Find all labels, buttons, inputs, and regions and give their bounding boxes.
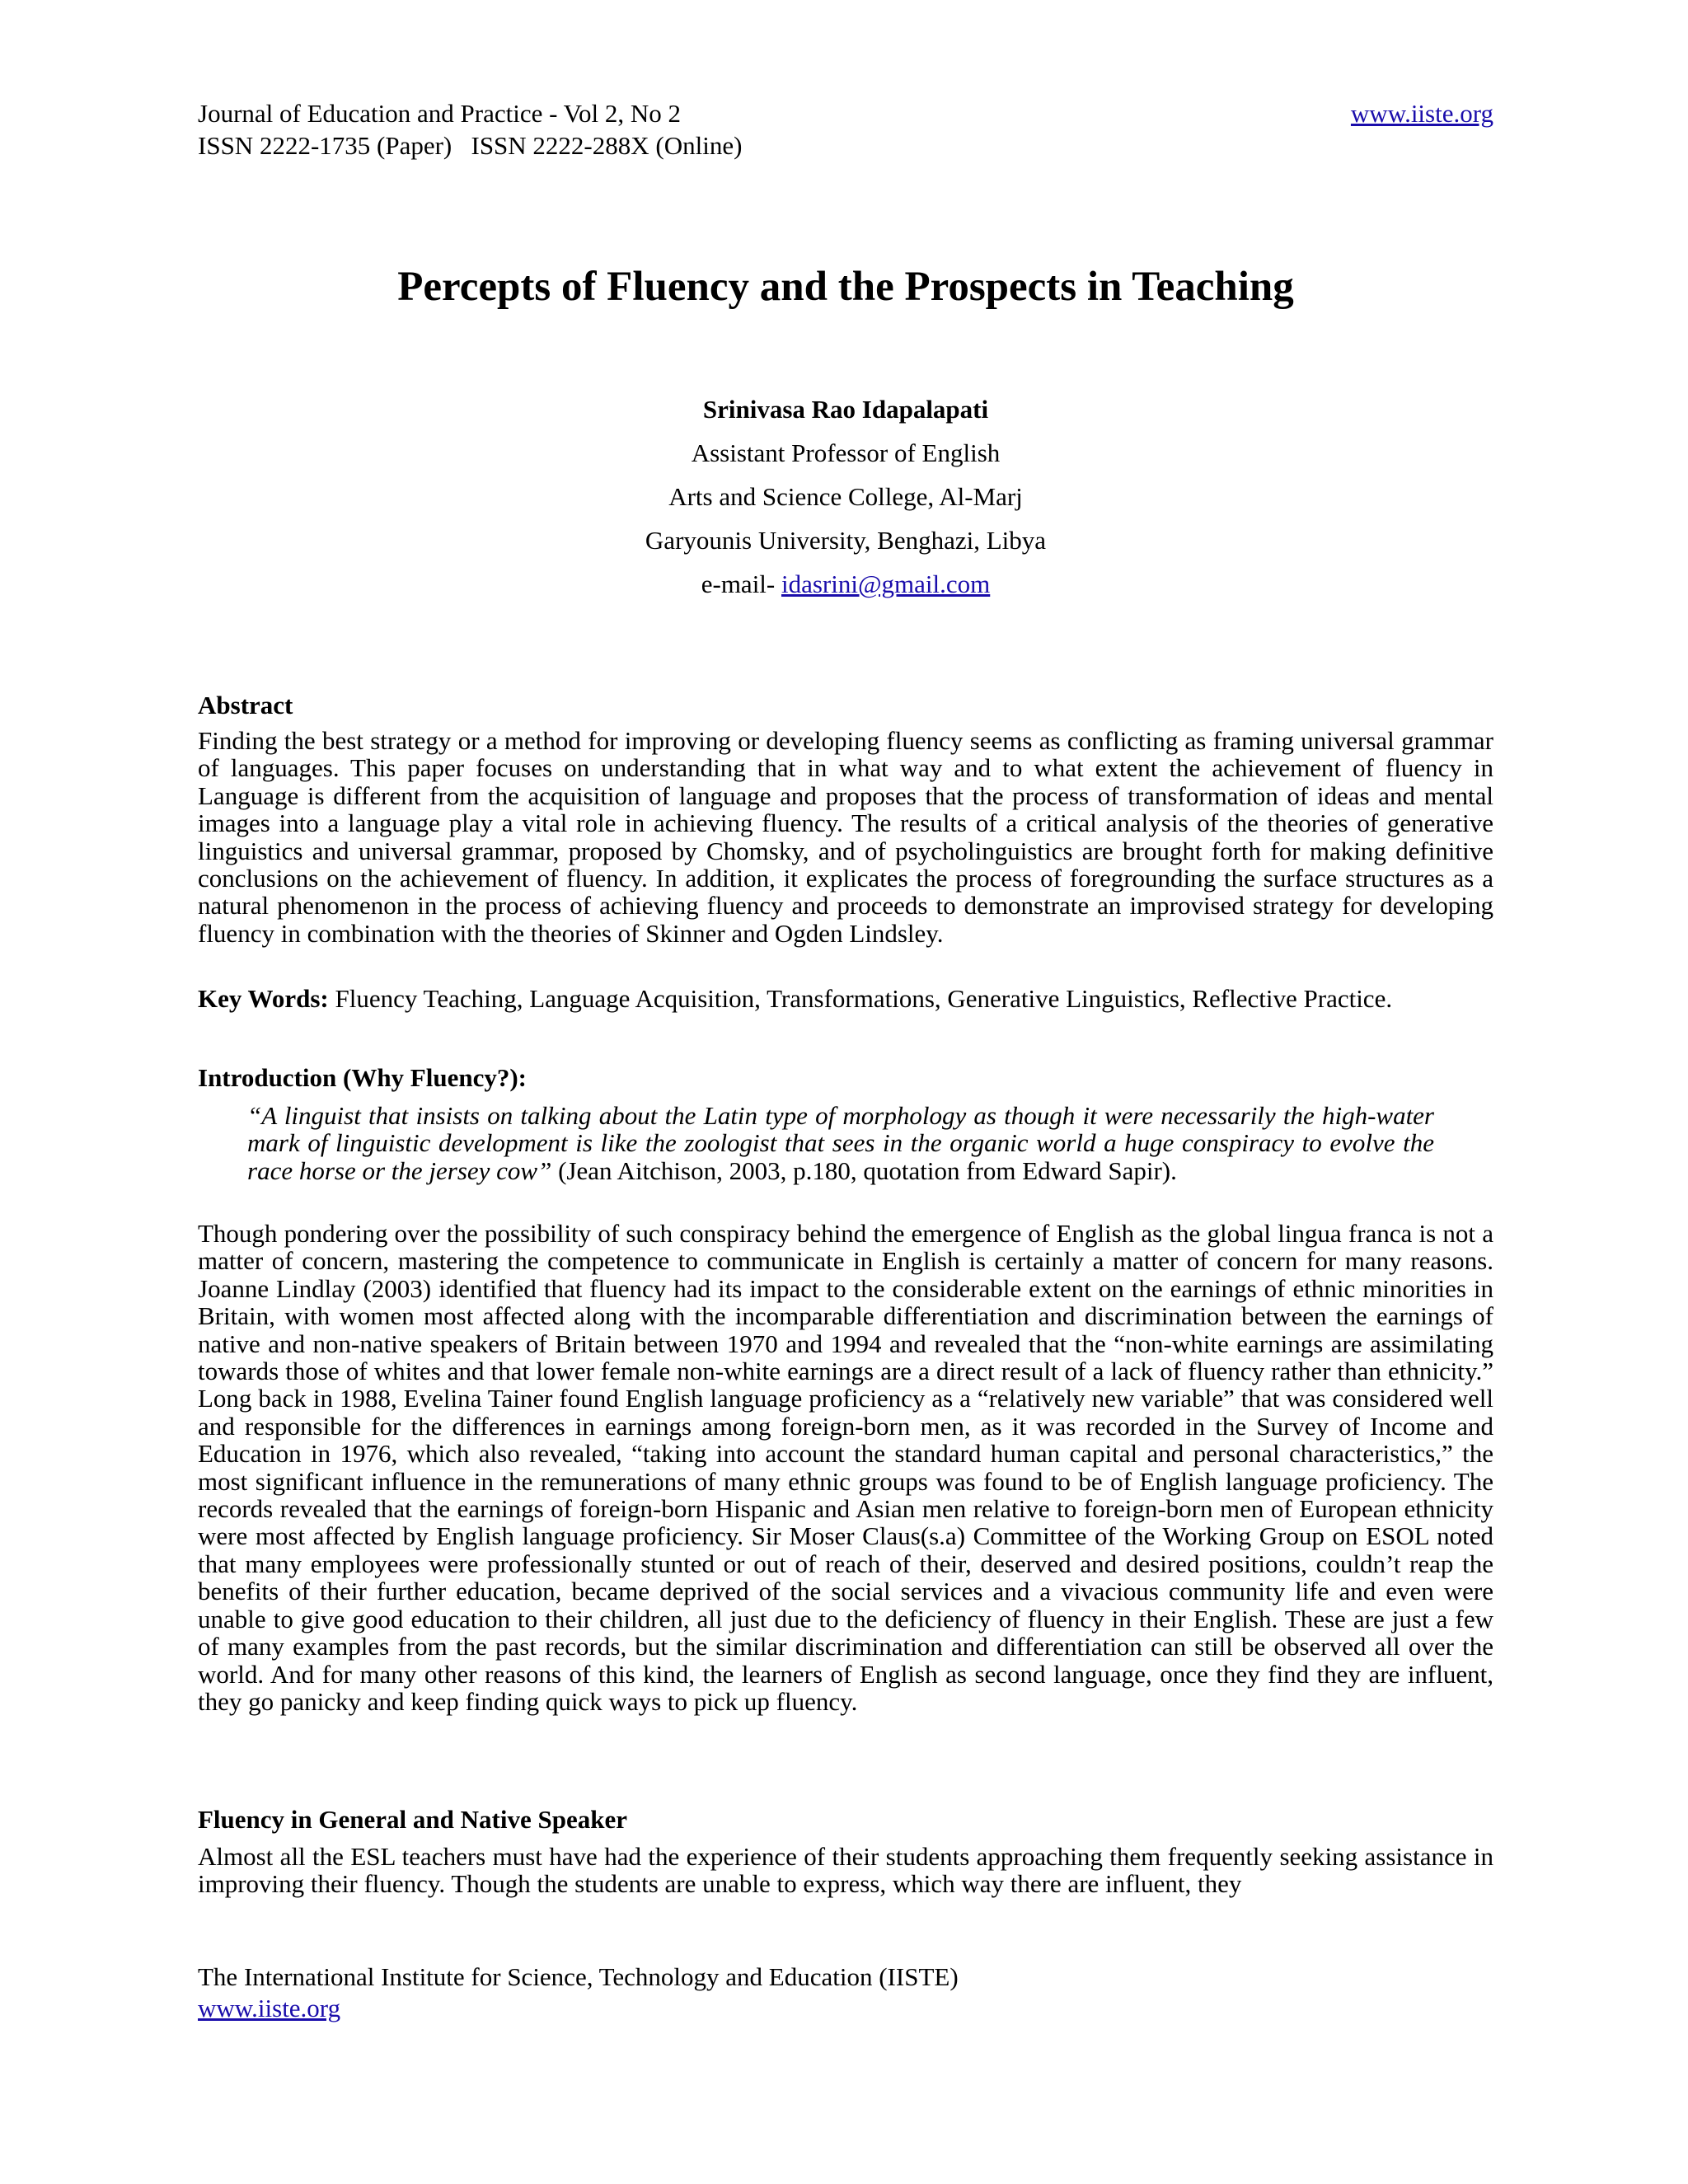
author-name: Srinivasa Rao Idapalapati <box>702 395 989 424</box>
fluency-section-text: Almost all the ESL teachers must have had the experience of their students approaching them frequently seeking assistance in improving their fluency. Though the students are unable to express, which way there are influent, they <box>198 1842 1493 1899</box>
abstract-text: Finding the best strategy or a method for improving or developing fluency seems as conflicting as framing universal grammar of languages. This paper focuses on understanding that in what way and to what extent the achievement of fluency in Language is different from the acquisition of language and proposes that the process of transformation of ideas and mental images into a language play a vital role in achieving fluency. The results of a critical analysis of the theories of generative linguistics and universal grammar, proposed by Chomsky, and of psycholinguistics are brought forth for making definitive conclusions on the achievement of fluency. In addition, it explicates the process of foregrounding the surface structures as a natural phenomenon in the process of achieving fluency and proceeds to demonstrate an improvised strategy for developing fluency in combination with the theories of Skinner and Ogden Lindsley. <box>198 726 1493 948</box>
introduction-text: Though pondering over the possibility of such conspiracy behind the emergence of English as the global lingua franca is not a matter of concern, mastering the competence to communicate in English is certainly a matter of concern for many reasons. Joanne Lindlay (2003) identified that fluency had its impact to the considerable extent on the earnings of ethnic minorities in Britain, with women most affected along with the incomparable differentiation and discrimination between the earnings of native and non-native speakers of Britain between 1970 and 1994 and revealed that the “non-white earnings are assimilating towards those of whites and that lower female non-white earnings are a direct result of a lack of fluency rather than ethnicity.” Long back in 1988, Evelina Tainer found English language proficiency as a “relatively new variable” that was considered well and responsible for the differences in earnings among foreign-born men, as it was recorded in the Survey of Income and Education in 1976, which also revealed, “taking into account the standard human capital and personal characteristics,” the most significant influence in the remunerations of many ethnic groups was found to be of English language proficiency. The records revealed that the earnings of foreign-born Hispanic and Asian men relative to foreign-born men of European ethnicity were most affected by English language proficiency. Sir Moser Claus(s.a) Committee of the Working Group on ESOL noted that many employees were professionally stunted or out of reach of their, deserved and desired positions, couldn’t reap the benefits of their further education, became deprived of the social services and a vivacious community life and even were unable to give good education to their children, all just due to the deficiency of fluency in their English. These are just a few of many examples from the past records, but the similar discrimination and differentiation can still be observed all over the world. And for many other reasons of this kind, the learners of English as second language, once they find they are influent, they go panicky and keep finding quick ways to pick up fluency. <box>198 1219 1493 1716</box>
quote-citation: (Jean Aitchison, 2003, p.180, quotation from Edward Sapir). <box>551 1155 1177 1185</box>
author-college: Arts and Science College, Al-Marj <box>668 482 1023 511</box>
page-footer <box>198 1961 1493 2024</box>
author-email-line <box>198 562 1493 606</box>
author-block <box>198 387 1493 606</box>
abstract-heading: Abstract <box>198 691 293 719</box>
author-email-link[interactable]: idasrini@gmail.com <box>781 569 991 598</box>
keywords-line <box>198 985 1493 1012</box>
author-university: Garyounis University, Benghazi, Libya <box>645 526 1047 555</box>
header-site-link[interactable]: www.iiste.org <box>1350 99 1493 128</box>
issn-line: ISSN 2222-1735 (Paper) ISSN 2222-288X (Online) <box>198 131 743 160</box>
fluency-section-heading: Fluency in General and Native Speaker <box>198 1805 627 1834</box>
footer-institute: The International Institute for Science, Technology and Education (IISTE) <box>198 1962 959 1991</box>
introduction-heading: Introduction (Why Fluency?): <box>198 1063 528 1092</box>
quote-text: “A linguist that insists on talking about the Latin type of morphology as though it were necessarily the high-water mark of linguistic development is like the zoologist that sees in the organic world a huge conspiracy to evolve the race horse or the jersey cow” <box>247 1101 1434 1185</box>
sapir-quote <box>247 1102 1434 1184</box>
author-position: Assistant Professor of English <box>691 438 1001 467</box>
page-header <box>198 97 1493 162</box>
email-label: e-mail- <box>701 569 781 598</box>
paper-title: Percepts of Fluency and the Prospects in Teaching <box>397 264 1294 310</box>
keywords-text: Fluency Teaching, Language Acquisition, Transformations, Generative Linguistics, Reflective Practice. <box>328 984 1393 1013</box>
journal-name: Journal of Education and Practice - Vol 2, No 2 <box>198 99 682 128</box>
keywords-label: Key Words: <box>198 984 329 1013</box>
footer-site-link[interactable]: www.iiste.org <box>198 1994 341 2022</box>
